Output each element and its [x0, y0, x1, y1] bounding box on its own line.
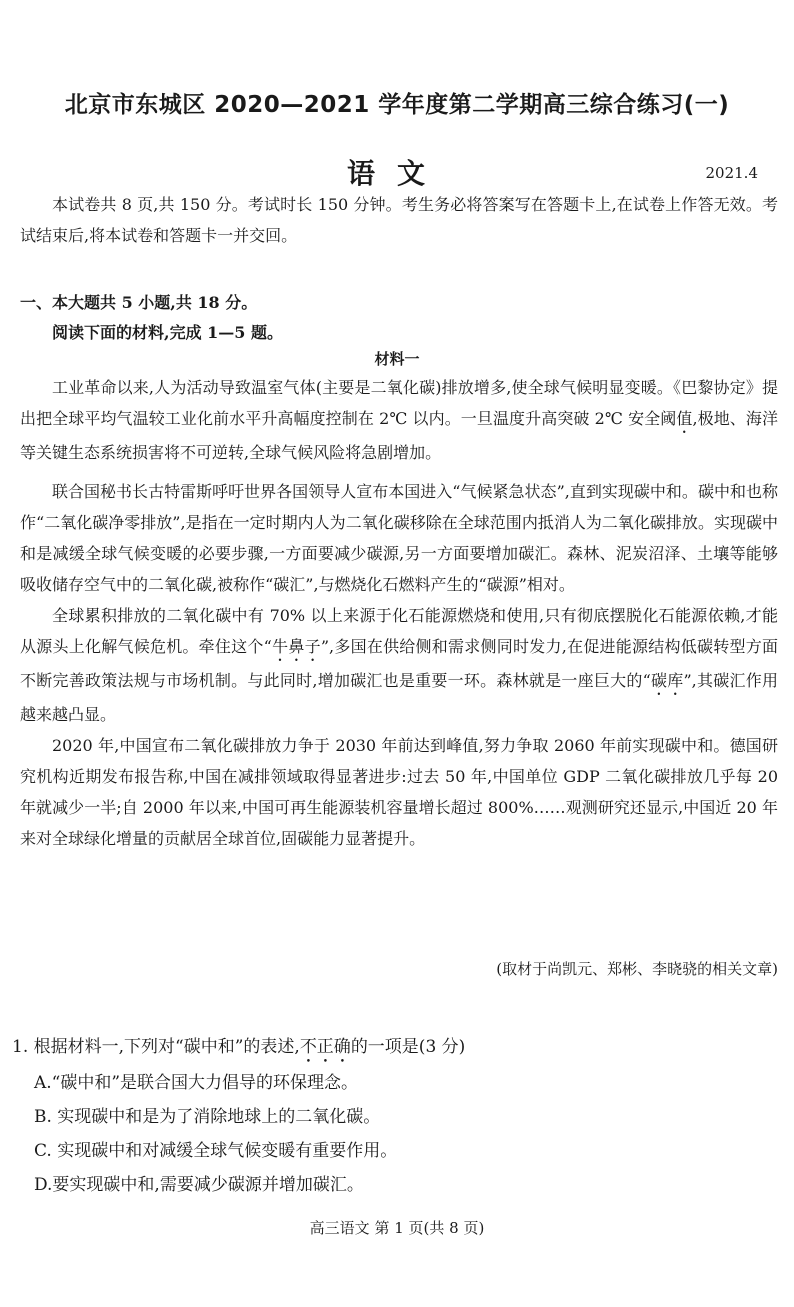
- paragraph-4: 2020 年,中国宣布二氧化碳排放力争于 2030 年前达到峰值,努力争取 2060 年前实现碳中和。德国研究机构近期发布报告称,中国在减排领域取得显著进步:过去 50 年,中国单位 GDP 二氧化碳排放几乎每 20 年就减少一半;自 2000 年以来,中国可再生能源装机容量增长超过 800%……观测研究还显示,中国近 20 年来对全球绿化增量的贡献居全球首位,固碳能力显著提升。: [20, 736, 778, 848]
- paragraph-2: 联合国秘书长古特雷斯呼吁世界各国领导人宣布本国进入“气候紧急状态”,直到实现碳中和。碳中和也称作“二氧化碳净零排放”,是指在一定时期内人为二氧化碳移除在全球范围内抵消人为二氧化碳排放。实现碳中和是减缓全球气候变暖的必要步骤,一方面要减少碳源,另一方面要增加碳汇。森林、泥炭沼泽、土壤等能够吸收储存空气中的二氧化碳,被称作“碳汇”,与燃烧化石燃料产生的“碳源”相对。: [20, 482, 778, 594]
- question-1-option-c: C. 实现碳中和对减缓全球气候变暖有重要作用。: [34, 1141, 398, 1161]
- subject-title: 语文: [346, 157, 447, 190]
- paragraph-1: 工业革命以来,人为活动导致温室气体(主要是二氧化碳)排放增多,使全球气候明显变暖。《巴黎协定》提出把全球平均气温较工业化前水平升高幅度控制在 2℃ 以内。一旦温度升高突破 2℃ 安全阈值,极地、海洋等关键生态系统损害将不可逆转,全球气候风险将急剧增加。: [20, 378, 778, 462]
- page-footer: 高三语文 第 1 页(共 8 页): [309, 1219, 485, 1237]
- question-1-option-d: D.要实现碳中和,需要减少碳源并增加碳汇。: [34, 1175, 364, 1195]
- emphasis-mark: 牛鼻子: [271, 637, 321, 656]
- material-source: (取材于尚凯元、郑彬、李晓骁的相关文章): [496, 960, 778, 978]
- emphasis-mark: 值: [676, 409, 693, 428]
- question-1-stem: 1. 根据材料一,下列对“碳中和”的表述,不正确的一项是(3 分): [12, 1037, 466, 1057]
- exam-date: 2021.4: [705, 164, 758, 182]
- emphasis-mark: 不正确: [299, 1037, 351, 1057]
- exam-title: 北京市东城区 2020—2021 学年度第二学期高三综合练习(一): [64, 92, 730, 118]
- material-one: [20, 372, 778, 854]
- exam-instructions: [20, 189, 778, 251]
- emphasis-mark: 碳库: [650, 671, 684, 690]
- section-heading: 一、本大题共 5 小题,共 18 分。: [20, 293, 258, 312]
- material-title: 材料一: [374, 350, 420, 368]
- section-instruction: 阅读下面的材料,完成 1—5 题。: [52, 323, 283, 342]
- question-1-option-a: A.“碳中和”是联合国大力倡导的环保理念。: [34, 1073, 359, 1093]
- question-1-option-b: B. 实现碳中和是为了消除地球上的二氧化碳。: [34, 1107, 381, 1127]
- intro-text: 本试卷共 8 页,共 150 分。考试时长 150 分钟。考生务必将答案写在答题卡上,在试卷上作答无效。考试结束后,将本试卷和答题卡一并交回。: [20, 195, 778, 245]
- paragraph-3: 全球累积排放的二氧化碳中有 70% 以上来源于化石能源燃烧和使用,只有彻底摆脱化石能源依赖,才能从源头上化解气候危机。牵住这个“牛鼻子”,多国在供给侧和需求侧同时发力,在促进能源结构低碳转型方面不断完善政策法规与市场机制。与此同时,增加碳汇也是重要一环。森林就是一座巨大的“碳库”,其碳汇作用越来越凸显。: [20, 606, 778, 724]
